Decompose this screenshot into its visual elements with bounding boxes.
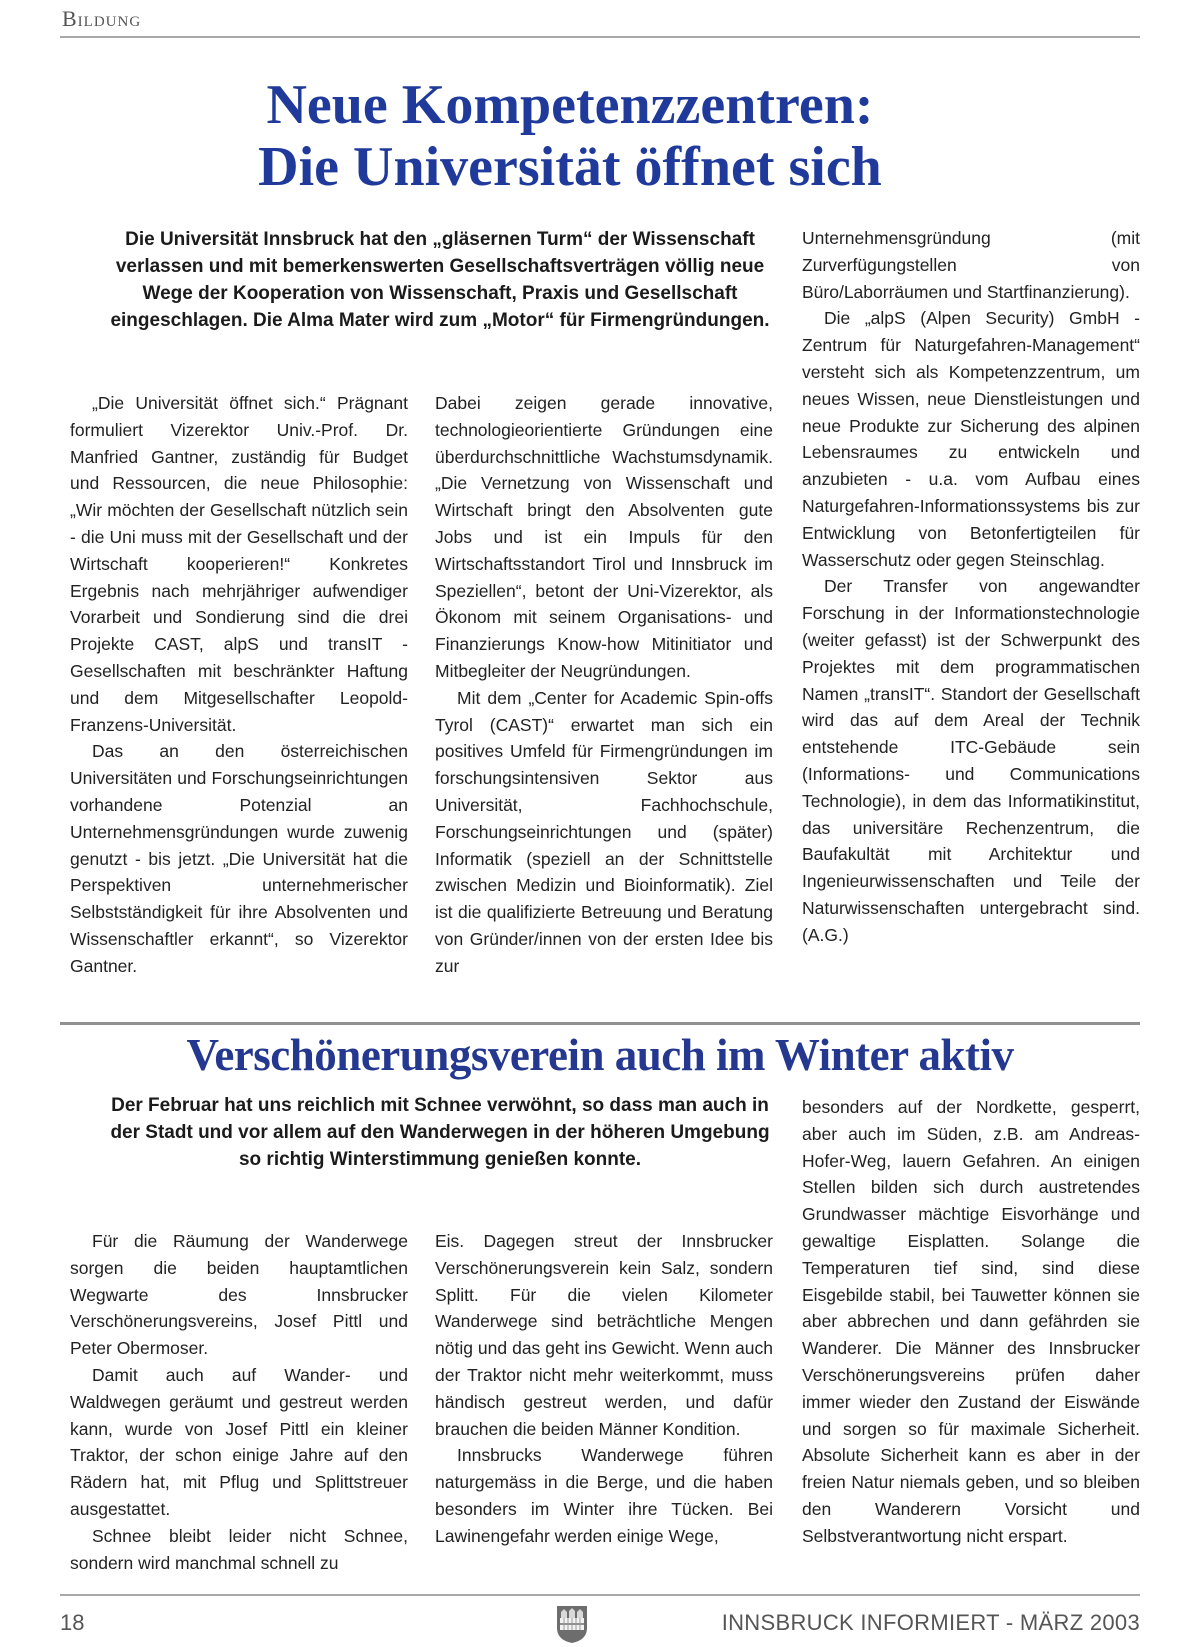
- paragraph: Mit dem „Center for Academic Spin-offs Tyrol (CAST)“ erwartet man sich ein positives Umfeld für Firmengründungen im forschungsintensiven Sektor aus Universität, Fachhochschule, Forschungseinrichtungen und (später) Informatik (speziell an der Schnittstelle zwischen Medizin und Bioinformatik). Ziel ist die qualifizierte Betreuung und Beratung von Gründer/innen von der ersten Idee bis zur: [435, 687, 773, 976]
- paragraph: Dabei zeigen gerade innovative, technologieorientierte Gründungen eine überdurchschnittliche Wachstumsdynamik. „Die Vernetzung von Wissenschaft und Wirtschaft bringt den Absolventen gute Jobs und ist ein Impuls für den Wirtschaftsstandort Tirol und Innsbruck im Speziellen“, betont der Uni-Vizerektor, als Ökonom mit seinem Organisations- und Finanzierungs Know-how Mitinitiator und Mitbegleiter der Neugründungen.: [435, 393, 773, 681]
- paragraph: Innsbrucks Wanderwege führen naturgemäss in die Berge, und die haben besonders im Winter ihre Tücken. Bei Lawinengefahr werden einige Wege,: [435, 1445, 773, 1546]
- paragraph: Für die Räumung der Wanderwege sorgen die beiden hauptamtlichen Wegwarte des Innsbrucker Verschönerungsvereins, Josef Pittl und Peter Obermoser.: [70, 1231, 408, 1359]
- article-1-title: [120, 74, 1020, 198]
- article-1-column-2: [435, 390, 773, 980]
- article-1-lead: Die Universität Innsbruck hat den „gläsernen Turm“ der Wissenschaft verlassen und mit bemerkenswerten Gesellschaftsverträgen völlig neue Wege der Kooperation von Wissenschaft, Praxis und Gesellschaft eingeschlagen. Die Alma Mater wird zum „Motor“ für Firmengründungen.: [110, 229, 770, 331]
- paragraph: Der Transfer von angewandter Forschung in der Informationstechnologie (weiter gefasst) ist der Schwerpunkt des Projektes mit dem programmatischen Namen „transIT“. Standort der Gesellschaft wird das auf dem Areal der Technik entstehende ITC-Gebäude sein (Informations- und Communications Technologie), in dem das Informatikinstitut, das universitäre Rechenzentrum, die Baufakultät mit Architektur und Ingenieurwissenschaften und Teile der Naturwissenschaften untergebracht sind. (A.G.): [802, 576, 1140, 945]
- article-2-lead: Der Februar hat uns reichlich mit Schnee verwöhnt, so dass man auch in der Stadt und vor allem auf den Wanderwegen in der höheren Umgebung so richtig Winterstimmung genießen konnte.: [110, 1095, 770, 1170]
- article-2-column-2: [435, 1228, 773, 1550]
- publication-name: INNSBRUCK INFORMIERT - MÄRZ 2003: [721, 1610, 1140, 1635]
- article-2-title: Verschönerungsverein auch im Winter aktiv: [186, 1030, 1014, 1080]
- paragraph: Unternehmensgründung (mit Zurverfügungstellen von Büro/Laborräumen und Startfinanzierung).: [802, 228, 1140, 302]
- header-rule: [60, 36, 1140, 38]
- paragraph: „Die Universität öffnet sich.“ Prägnant formuliert Vizerektor Univ.-Prof. Dr. Manfried Gantner, zuständig für Budget und Ressourcen, die neue Philosophie: „Wir möchten der Gesellschaft nützlich sein - die Uni muss mit der Gesellschaft und der Wirtschaft kooperieren!“ Konkretes Ergebnis nach mehrjähriger aufwendiger Vorarbeit und Sondierung sind die drei Projekte CAST, alpS und transIT - Gesellschaften mit beschränkter Haftung und dem Mitgesellschafter Leopold-Franzens-Universität.: [70, 393, 408, 735]
- page-number: 18: [60, 1610, 85, 1635]
- footer-rule: [60, 1594, 1140, 1596]
- section-label: Bildung: [62, 6, 142, 31]
- city-coat-of-arms-icon: [555, 1604, 589, 1644]
- paragraph: Damit auch auf Wander- und Waldwegen geräumt und gestreut werden kann, wurde von Josef Pittl ein kleiner Traktor, der schon einige Jahre auf den Rädern hat, mit Pflug und Splittstreuer ausgestattet.: [70, 1364, 408, 1519]
- paragraph: besonders auf der Nordkette, gesperrt, aber auch im Süden, z.B. am Andreas-Hofer-Weg, lauern Gefahren. An einigen Stellen bilden sich durch austretendes Grundwasser mächtige Eisvorhänge und gewaltige Eisplatten. Solange die Temperaturen tief sind, sind diese Eisgebilde stabil, bei Tauwetter können sie aber abbrechen und dann gefährden sie Wanderer. Die Männer des Innsbrucker Verschönerungsvereins prüfen daher immer wieder den Zustand der Eiswände und sorgen so für maximale Sicherheit. Absolute Sicherheit kann es aber in der freien Natur niemals geben, und so bleiben den Wanderern Vorsicht und Selbstverantwortung nicht erspart.: [802, 1097, 1140, 1546]
- article-1-column-1: [70, 390, 408, 980]
- article-divider: [60, 1022, 1140, 1025]
- paragraph: Das an den österreichischen Universitäten und Forschungseinrichtungen vorhandene Potenzial an Unternehmensgründungen wurde zuwenig genutzt - bis jetzt. „Die Universität hat die Perspektiven unternehmerischer Selbstständigkeit für ihre Absolventen und Wissenschaftler erkannt“, so Vizerektor Gantner.: [70, 741, 408, 976]
- article-1-title-line-1: Neue Kompetenzzentren:: [266, 74, 874, 136]
- article-1-column-3: [802, 225, 1140, 949]
- article-2-column-3: [802, 1094, 1140, 1550]
- paragraph: Eis. Dagegen streut der Innsbrucker Verschönerungsverein kein Salz, sondern Splitt. Für die vielen Kilometer Wanderwege sind beträchtliche Mengen nötig und das geht ins Gewicht. Wenn auch der Traktor nicht mehr weiterkommt, muss händisch gestreut werden, und dafür brauchen die beiden Männer Kondition.: [435, 1231, 773, 1439]
- paragraph: Schnee bleibt leider nicht Schnee, sondern wird manchmal schnell zu: [70, 1525, 408, 1573]
- article-2-column-1: [70, 1228, 408, 1576]
- article-1-title-line-2: Die Universität öffnet sich: [258, 136, 882, 198]
- paragraph: Die „alpS (Alpen Security) GmbH - Zentrum für Naturgefahren-Management“ versteht sich als Kompetenzzentrum, um neues Wissen, neue Dienstleistungen und neue Produkte zur Sicherung des alpinen Lebensraumes zu entwickeln und anzubieten - u.a. vom Aufbau eines Naturgefahren-Informationssystems bis zur Entwicklung von Betonfertigteilen für Wasserschutz oder gegen Steinschlag.: [802, 308, 1140, 570]
